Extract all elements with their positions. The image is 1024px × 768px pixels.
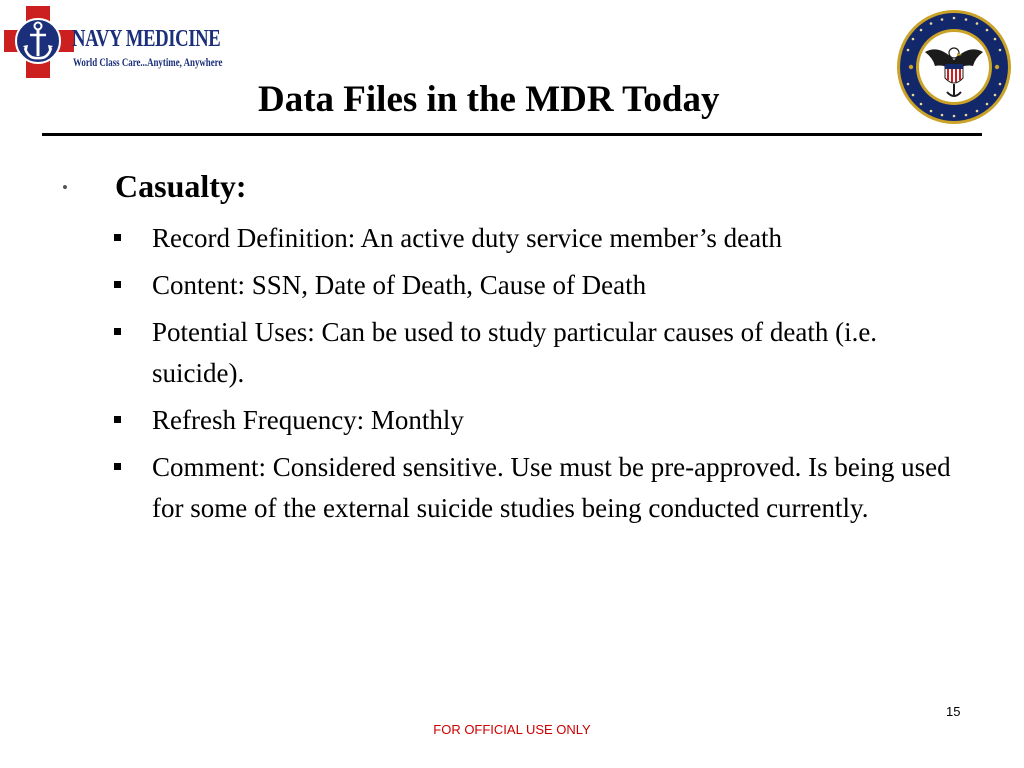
logo-name: NAVY MEDICINE	[72, 26, 221, 52]
title-divider	[42, 133, 982, 136]
list-item-text: Record Definition: An active duty service member’s death	[152, 223, 783, 253]
section-heading: Casualty:	[115, 168, 247, 204]
list-item-text: Comment: Considered sensitive. Use must be pre-approved. Is being used for some of the external suicide studies being conducted currently.	[152, 452, 951, 523]
classification-label: FOR OFFICIAL USE ONLY	[433, 722, 591, 737]
bullet-dot-icon: •	[62, 178, 68, 197]
square-bullet-icon	[114, 463, 121, 470]
square-bullet-icon	[114, 234, 121, 241]
list-item-text: Potential Uses: Can be used to study particular causes of death (i.e. suicide).	[152, 317, 878, 388]
list-item	[112, 447, 972, 529]
logo-tagline: World Class Care...Anytime, Anywhere	[73, 55, 223, 69]
bureau-seal	[895, 8, 1013, 126]
square-bullet-icon	[114, 328, 121, 335]
square-bullet-icon	[114, 281, 121, 288]
bureau-seal-icon	[895, 8, 1013, 126]
page-number: 15	[946, 704, 961, 719]
list-item	[112, 218, 972, 259]
casualty-details-list	[112, 218, 972, 535]
list-item	[112, 400, 972, 441]
anchor-red-cross-icon	[4, 6, 74, 78]
square-bullet-icon	[114, 416, 121, 423]
slide-title: Data Files in the MDR Today	[258, 79, 720, 120]
list-item	[112, 265, 972, 306]
list-item-text: Refresh Frequency: Monthly	[152, 405, 464, 435]
navy-medicine-logo	[4, 6, 223, 78]
list-item-text: Content: SSN, Date of Death, Cause of Death	[152, 270, 647, 300]
list-item	[112, 312, 972, 394]
